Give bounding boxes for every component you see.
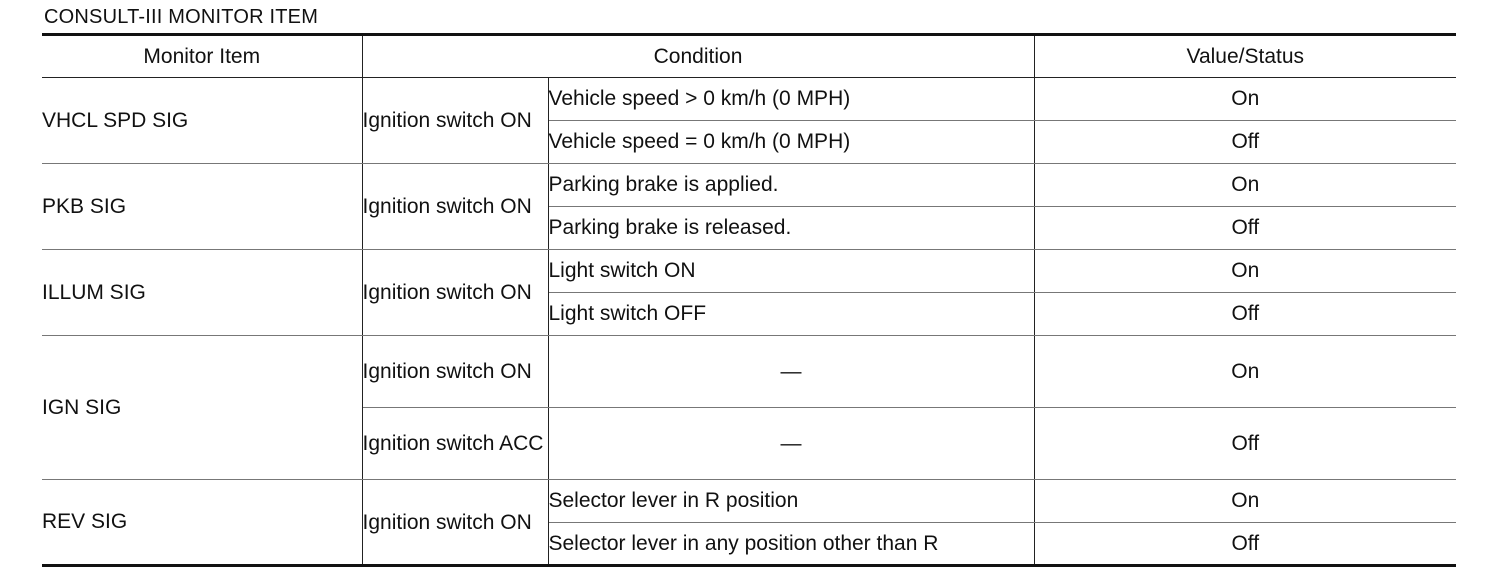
table-row bbox=[42, 78, 1456, 121]
table-row bbox=[42, 480, 1456, 523]
condition-text: Light switch ON bbox=[548, 250, 1034, 293]
ignition-condition: Ignition switch ON bbox=[362, 480, 548, 566]
monitor-item-name: IGN SIG bbox=[42, 336, 362, 480]
monitor-item-name: ILLUM SIG bbox=[42, 250, 362, 336]
monitor-item-name: REV SIG bbox=[42, 480, 362, 566]
condition-text: Selector lever in R position bbox=[548, 480, 1034, 523]
monitor-item-name: PKB SIG bbox=[42, 164, 362, 250]
value-status: Off bbox=[1034, 293, 1456, 336]
value-status: On bbox=[1034, 78, 1456, 121]
condition-text: Light switch OFF bbox=[548, 293, 1034, 336]
value-status: On bbox=[1034, 250, 1456, 293]
header-monitor-item: Monitor Item bbox=[42, 35, 362, 78]
ignition-condition: Ignition switch ON bbox=[362, 164, 548, 250]
value-status: On bbox=[1034, 164, 1456, 207]
value-status: Off bbox=[1034, 207, 1456, 250]
value-status: On bbox=[1034, 480, 1456, 523]
ignition-condition: Ignition switch ON bbox=[362, 250, 548, 336]
table-title: CONSULT-III MONITOR ITEM bbox=[44, 6, 319, 28]
table-row bbox=[42, 336, 1456, 408]
value-status: Off bbox=[1034, 121, 1456, 164]
value-status: Off bbox=[1034, 523, 1456, 566]
condition-text: Vehicle speed > 0 km/h (0 MPH) bbox=[548, 78, 1034, 121]
monitor-item-table bbox=[42, 33, 1456, 567]
table-row bbox=[42, 164, 1456, 207]
ignition-condition: Ignition switch ACC bbox=[362, 408, 548, 480]
condition-text: — bbox=[548, 336, 1034, 408]
condition-text: — bbox=[548, 408, 1034, 480]
condition-text: Parking brake is released. bbox=[548, 207, 1034, 250]
monitor-item-name: VHCL SPD SIG bbox=[42, 78, 362, 164]
header-row bbox=[42, 35, 1456, 78]
condition-text: Parking brake is applied. bbox=[548, 164, 1034, 207]
ignition-condition: Ignition switch ON bbox=[362, 78, 548, 164]
header-condition: Condition bbox=[362, 35, 1034, 78]
condition-text: Selector lever in any position other than R bbox=[548, 523, 1034, 566]
condition-text: Vehicle speed = 0 km/h (0 MPH) bbox=[548, 121, 1034, 164]
table-row bbox=[42, 250, 1456, 293]
value-status: On bbox=[1034, 336, 1456, 408]
ignition-condition: Ignition switch ON bbox=[362, 336, 548, 408]
value-status: Off bbox=[1034, 408, 1456, 480]
header-value-status: Value/Status bbox=[1034, 35, 1456, 78]
